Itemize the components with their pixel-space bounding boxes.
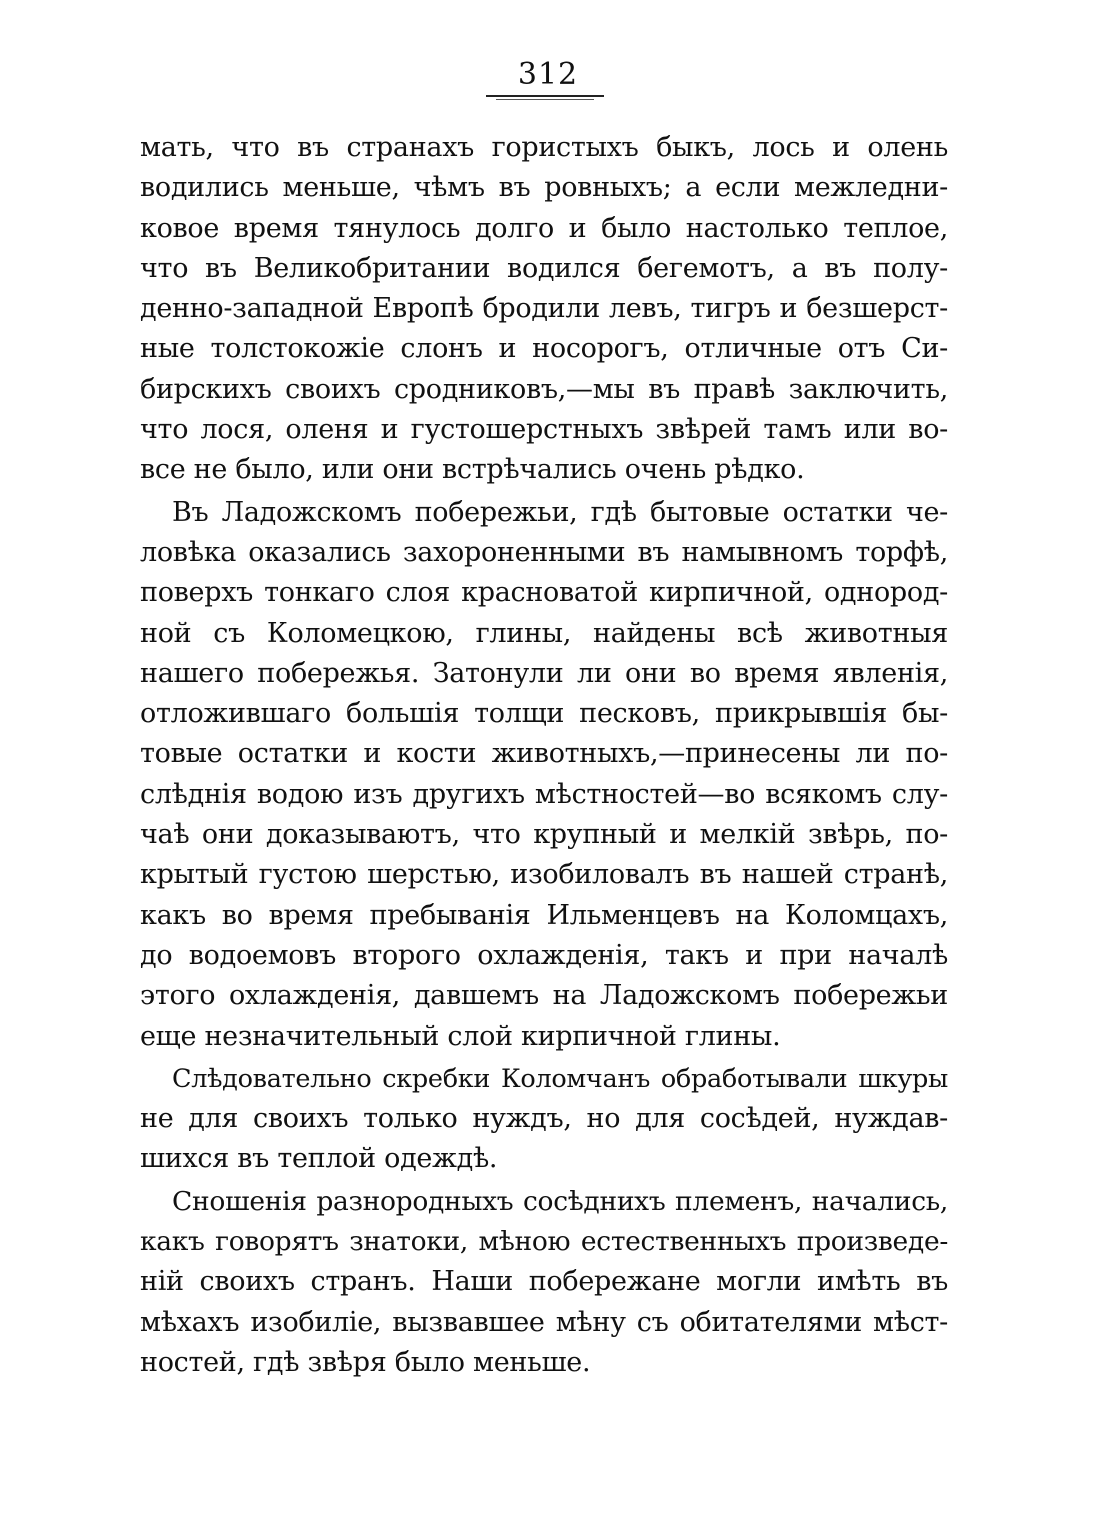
text-line: ковое время тянулось долго и было настолько теплое, [140,212,948,244]
text-line: мѣхахъ изобиліе, вызвавшее мѣну съ обитателями мѣст- [140,1306,948,1338]
text-line: ній своихъ странъ. Наши побережане могли имѣть въ [140,1266,948,1298]
text-line: что въ Великобритании водился бегемотъ, а въ полу- [140,252,948,284]
text-line: этого охлажденія, давшемъ на Ладожскомъ побережьи [140,980,948,1012]
text-line: чаѣ они доказываютъ, что крупный и мелкій звѣрь, по- [140,819,948,851]
text-line: бирскихъ своихъ сродниковъ,—мы въ правѣ заключить, [140,373,948,405]
text-line: товые остатки и кости животныхъ,—принесены ли по- [140,738,948,770]
text-line: все не было, или они встрѣчались очень рѣдко. [140,454,805,486]
text-line: какъ во время пребыванія Ильменцевъ на Коломцахъ, [140,899,948,931]
text-line: ные толстокожіе слонъ и носорогъ, отличные отъ Си- [140,333,948,365]
paragraph [140,1182,948,1383]
text-line: ностей, гдѣ звѣря было меньше. [140,1346,591,1378]
text-line: до водоемовъ второго охлажденія, такъ и при началѣ [140,939,948,971]
text-line: шихся въ теплой одеждѣ. [140,1143,498,1175]
text-line: какъ говорятъ знатоки, мѣною естественныхъ произведе- [140,1226,948,1258]
text-line: слѣднія водою изъ другихъ мѣстностей—во всякомъ слу- [140,778,948,810]
text-line: денно-западной Европѣ бродили левъ, тигръ и безшерст- [140,293,948,325]
header-rule [486,95,604,97]
text-line: что лося, оленя и густошерстныхъ звѣрей тамъ или во- [140,414,948,446]
paragraph [140,128,948,491]
paragraph [140,1059,948,1180]
text-line: ной съ Коломецкою, глины, найдены всѣ животныя [140,617,948,649]
text-line: Въ Ладожскомъ побережьи, гдѣ бытовые остатки че- [172,496,948,528]
text-line: Сношенія разнородныхъ сосѣднихъ племенъ, начались, [172,1185,948,1217]
page-number: 312 [517,57,579,92]
text-line: отложившаго большія толщи песковъ, прикрывшія бы- [140,698,948,730]
text-line: водились меньше, чѣмъ въ ровныхъ; а если межледни- [140,172,948,204]
text-line: крытый густою шерстью, изобиловалъ въ нашей странѣ, [140,859,948,891]
text-line: не для своихъ только нуждъ, но для сосѣдей, нуждав- [140,1103,948,1135]
text-line: еще незначительный слой кирпичной глины. [140,1020,781,1052]
text-line: Слѣдовательно скребки Коломчанъ обработывали шкуры [172,1063,948,1094]
text-line: поверхъ тонкаго слоя красноватой кирпичной, однород- [140,577,948,609]
text-line: мать, что въ странахъ гористыхъ быкъ, лось и олень [140,132,948,163]
text-body [140,128,948,1383]
text-line: нашего побережья. Затонули ли они во время явленія, [140,657,948,689]
text-line: ловѣка оказались захороненными въ намывномъ торфѣ, [140,536,948,568]
paragraph [140,493,948,1057]
